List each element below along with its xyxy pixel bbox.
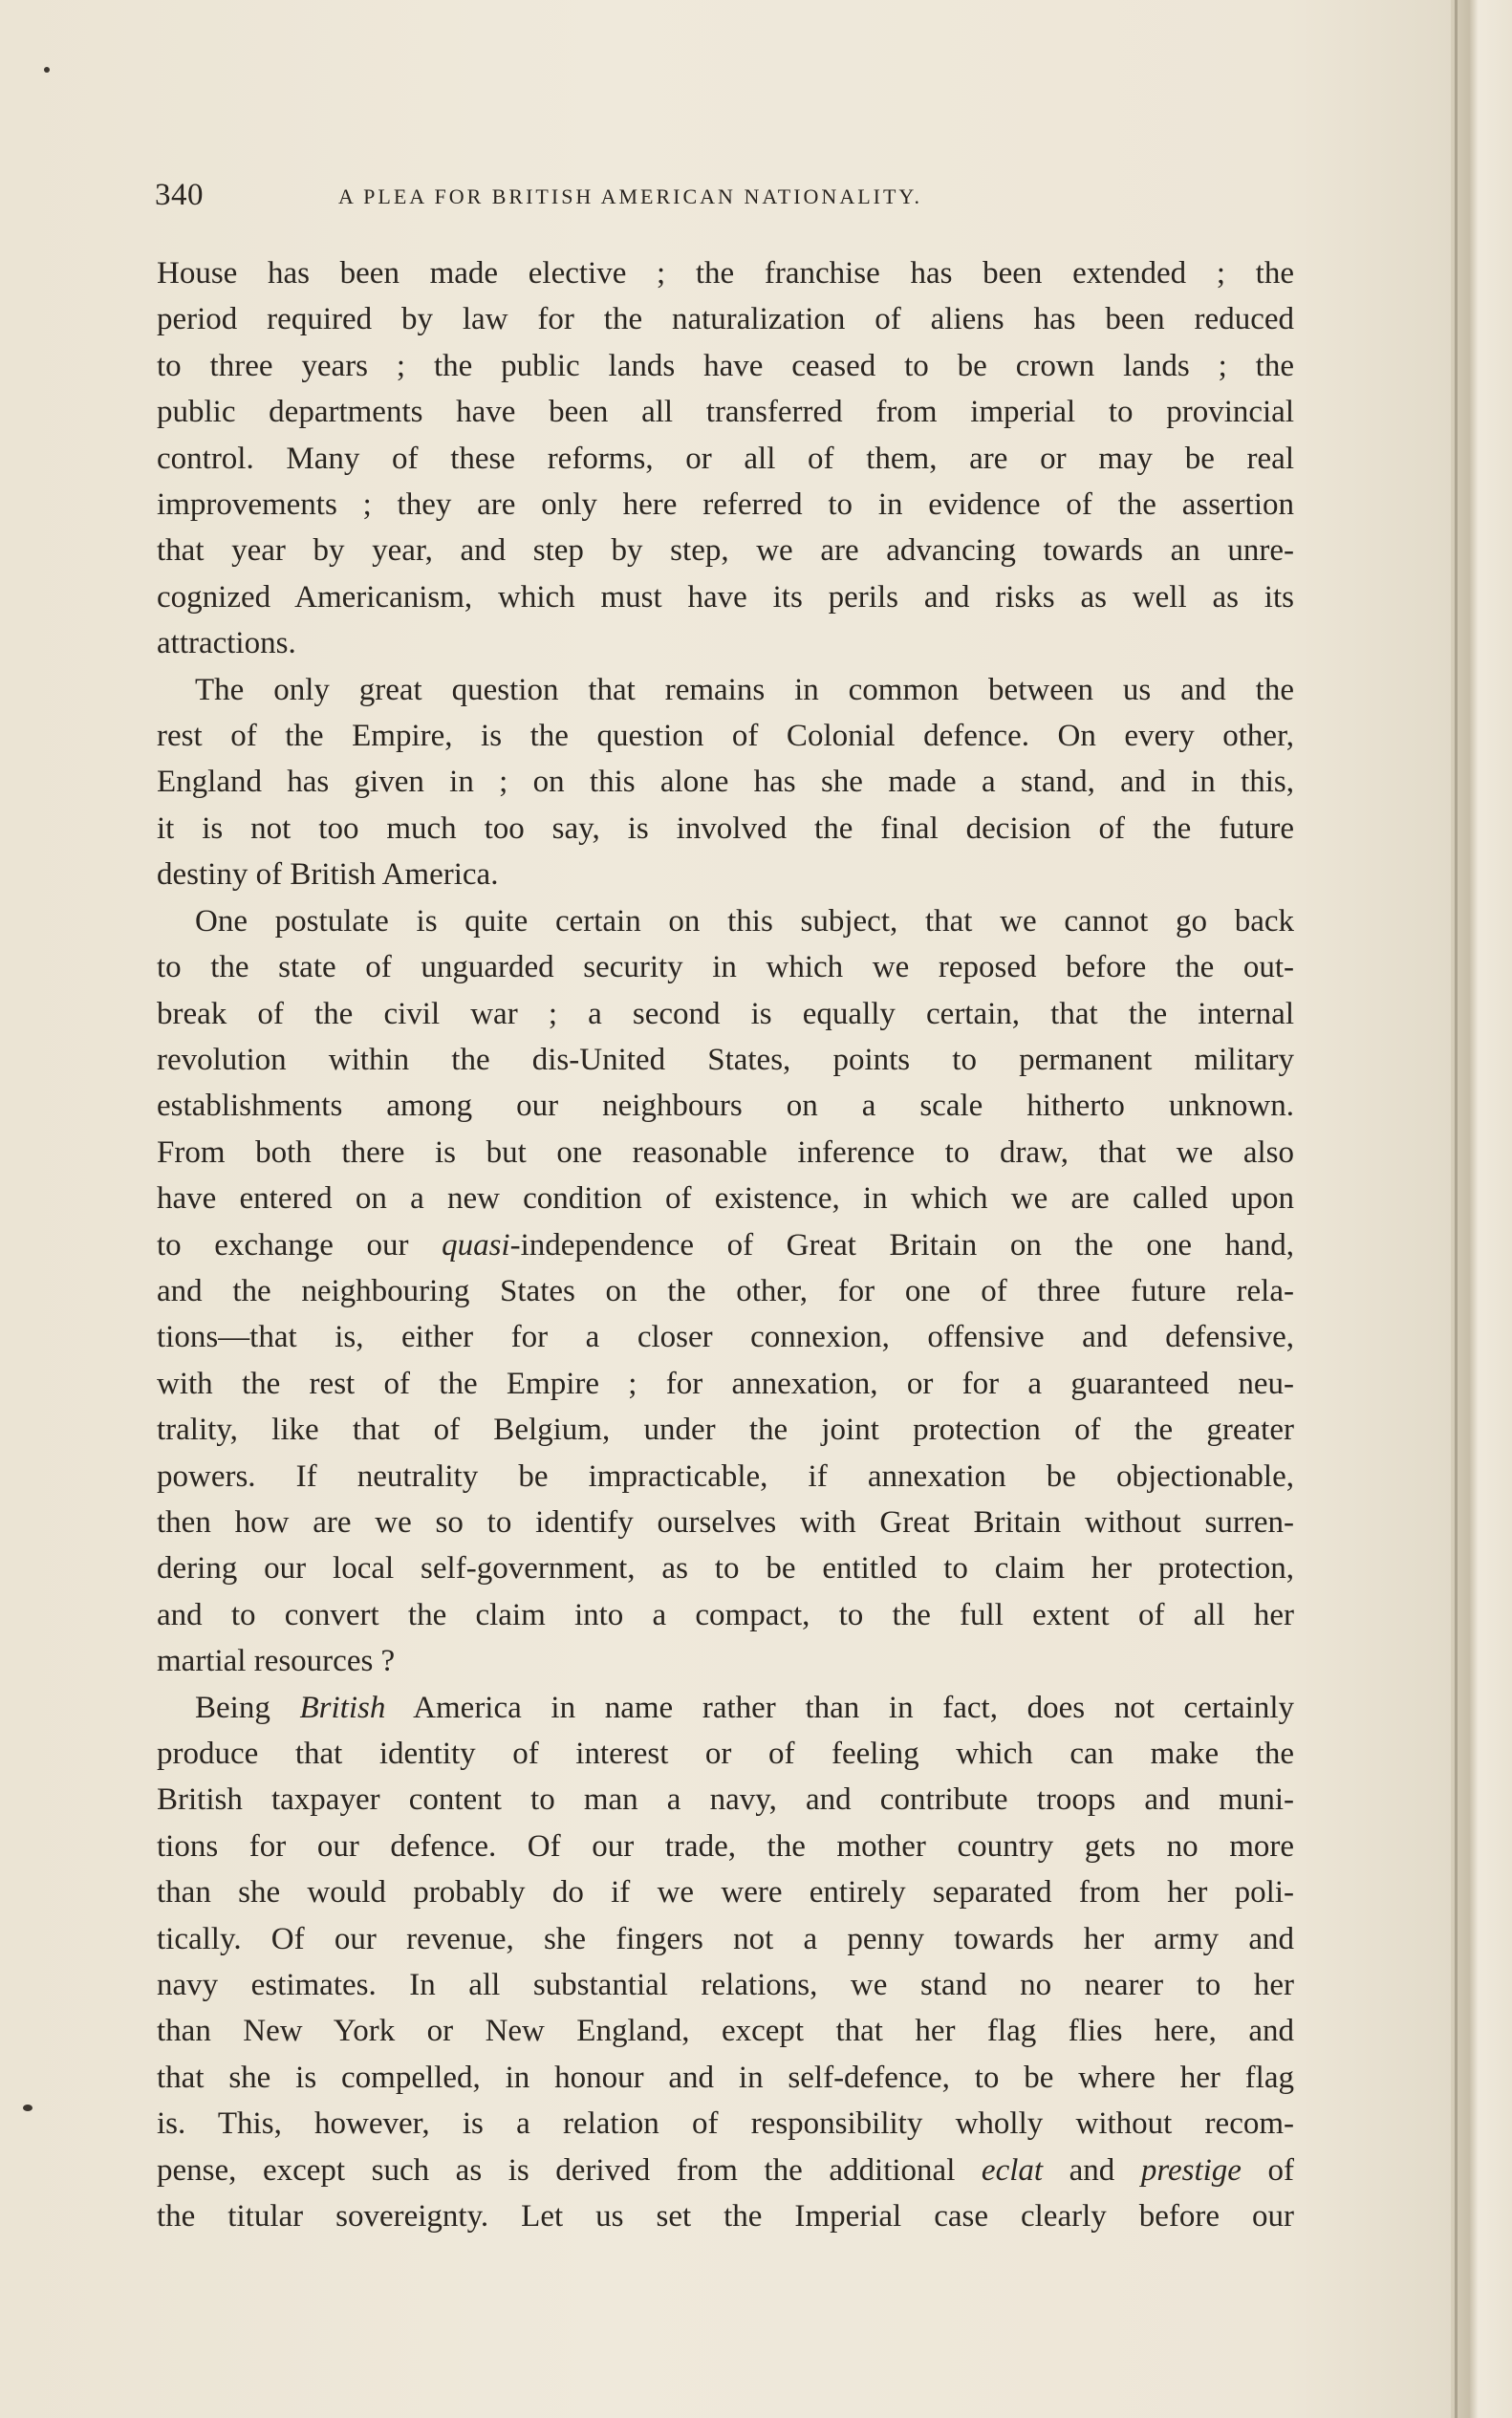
text-line: then how are we so to identify ourselves with Great Britain without surren- — [157, 1504, 1294, 1540]
text-line: tically. Of our revenue, she fingers not a penny towards her army and — [157, 1921, 1294, 1956]
text-line: to the state of unguarded security in which we reposed before the out- — [157, 950, 1294, 985]
text-line: period required by law for the naturalization of aliens has been reduced — [157, 302, 1294, 337]
text-line: attractions. — [157, 626, 296, 661]
text-line: produce that identity of interest or of feeling which can make the — [157, 1737, 1294, 1771]
text-line: tions—that is, either for a closer connexion, offensive and defensive, — [157, 1320, 1294, 1355]
text-line: rest of the Empire, is the question of Colonial defence. On every other, — [157, 719, 1294, 754]
text-line: public departments have been all transferred from imperial to provincial — [157, 395, 1294, 430]
text-line: trality, like that of Belgium, under the joint protection of the greater — [157, 1413, 1294, 1448]
text-line: and the neighbouring States on the other, for one of three future rela- — [157, 1273, 1294, 1308]
text-line: powers. If neutrality be impracticable, if annexation be objectionable, — [157, 1458, 1294, 1494]
text-line: England has given in ; on this alone has she made a stand, and in this, — [157, 765, 1294, 800]
text-line: with the rest of the Empire ; for annexation, or for a guaranteed neu- — [157, 1366, 1294, 1401]
page-edge — [1451, 0, 1512, 2418]
text-line: cognized Americanism, which must have its perils and risks as well as its — [157, 579, 1294, 615]
paragraph — [157, 250, 1294, 667]
text-line: to three years ; the public lands have ceased to be crown lands ; the — [157, 348, 1294, 383]
binding-shadow — [1455, 0, 1458, 2418]
text-line: revolution within the dis-United States, points to permanent military — [157, 1042, 1294, 1077]
text-line: it is not too much too say, is involved the final decision of the future — [157, 810, 1294, 846]
text-line: improvements ; they are only here referred to in evidence of the assertion — [157, 487, 1294, 523]
text-line: House has been made elective ; the franchise has been extended ; the — [157, 256, 1294, 291]
text-line: tions for our defence. Of our trade, the mother country gets no more — [157, 1828, 1294, 1864]
running-header — [155, 178, 1302, 226]
text-line: British taxpayer content to man a navy, and contribute troops and muni- — [157, 1782, 1294, 1818]
text-line: the titular sovereignty. Let us set the Imperial case clearly before our — [157, 2199, 1294, 2234]
text-line: have entered on a new condition of existence, in which we are called upon — [157, 1181, 1294, 1217]
page-number: 340 — [155, 178, 204, 212]
text-line: and to convert the claim into a compact, to the full extent of all her — [157, 1597, 1294, 1632]
paragraph — [157, 1685, 1294, 2240]
text-line: control. Many of these reforms, or all of them, are or may be real — [157, 441, 1294, 476]
text-line: pense, except such as is derived from the additional eclat and prestige of — [157, 2152, 1294, 2188]
text-line: Being British America in name rather than in fact, does not certainly — [195, 1690, 1294, 1725]
ink-speck — [44, 67, 50, 73]
text-line: break of the civil war ; a second is equally certain, that the internal — [157, 996, 1294, 1031]
text-line: dering our local self-government, as to be entitled to claim her protection, — [157, 1551, 1294, 1587]
ink-speck — [23, 2105, 32, 2111]
text-line: From both there is but one reasonable inference to draw, that we also — [157, 1134, 1294, 1170]
text-line: The only great question that remains in common between us and the — [195, 672, 1294, 707]
text-line: that year by year, and step by step, we are advancing towards an unre- — [157, 533, 1294, 569]
body-text — [157, 250, 1294, 2239]
text-line: than she would probably do if we were entirely separated from her poli- — [157, 1875, 1294, 1911]
text-line: One postulate is quite certain on this subject, that we cannot go back — [195, 903, 1294, 939]
paragraph — [157, 898, 1294, 1685]
text-line: destiny of British America. — [157, 857, 499, 893]
text-line: than New York or New England, except that her flag flies here, and — [157, 2014, 1294, 2049]
text-line: martial resources ? — [157, 1644, 396, 1679]
text-line: establishments among our neighbours on a scale hitherto unknown. — [157, 1089, 1294, 1124]
text-line: is. This, however, is a relation of responsibility wholly without recom- — [157, 2106, 1294, 2142]
running-title: A PLEA FOR BRITISH AMERICAN NATIONALITY. — [338, 184, 922, 208]
text-line: that she is compelled, in honour and in self-defence, to be where her flag — [157, 2060, 1294, 2095]
paragraph — [157, 667, 1294, 898]
text-line: to exchange our quasi-independence of Great Britain on the one hand, — [157, 1227, 1294, 1263]
text-line: navy estimates. In all substantial relations, we stand no nearer to her — [157, 1968, 1294, 2003]
